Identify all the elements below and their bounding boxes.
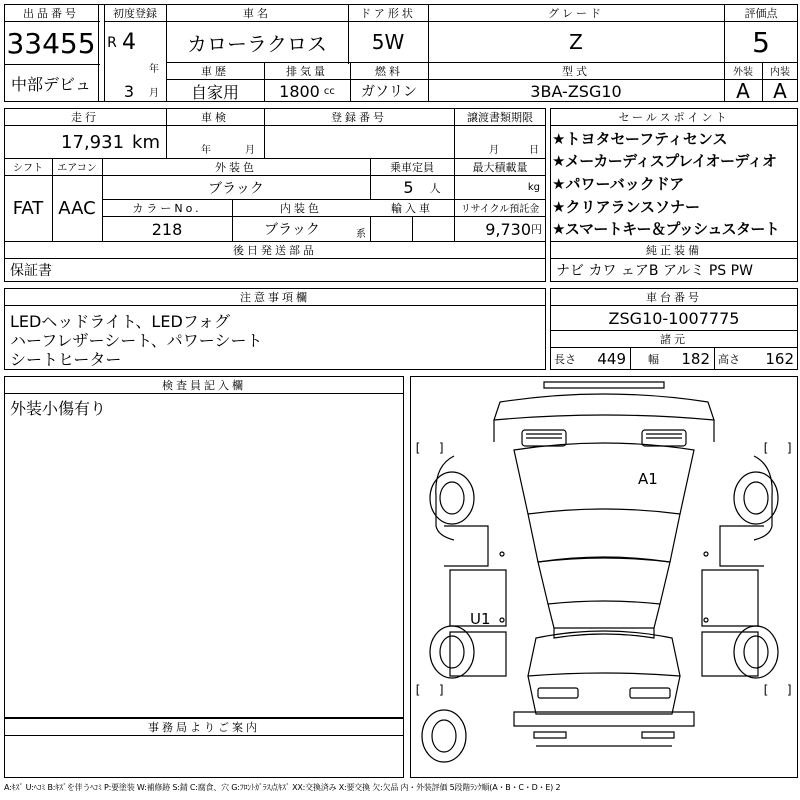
grade-header: グレード xyxy=(548,6,604,20)
import-header: 輸入車 xyxy=(391,201,433,215)
height-label: 高さ xyxy=(718,353,740,366)
note-line-3: シートヒーター xyxy=(10,350,122,369)
recycle-fee-value: 9,730 xyxy=(485,219,531,239)
car-name-header: 車名 xyxy=(243,6,271,20)
interior-color-header: 内装色 xyxy=(280,201,322,215)
history: 自家用 xyxy=(190,82,239,102)
color-number-header: カラーNo. xyxy=(132,201,202,215)
inspector-note: 外装小傷有り xyxy=(10,399,107,418)
displacement xyxy=(264,80,350,102)
recycle-header: リサイクル預託金 xyxy=(460,204,540,215)
svg-text:[: [ xyxy=(414,441,422,455)
person-unit: 人 xyxy=(429,181,441,195)
capacity-header: 乗車定員 xyxy=(390,160,434,174)
equipment-header: 純正装備 xyxy=(646,243,702,257)
car-diagram xyxy=(410,376,798,778)
transfer-day-unit: 日 xyxy=(529,144,539,156)
sales-point-header: セールスポイント xyxy=(618,110,730,124)
displacement-value: 1800 xyxy=(279,81,320,101)
length-label: 長さ xyxy=(554,353,576,366)
yen-unit: 円 xyxy=(531,223,542,236)
history-header: 車歴 xyxy=(201,64,229,78)
mileage xyxy=(4,126,166,158)
height-cell xyxy=(714,348,798,370)
registration-year: 4 xyxy=(122,29,136,55)
cc-unit: cc xyxy=(323,85,335,97)
interior-grade-header: 内装 xyxy=(770,67,790,78)
sales-point-3: ★パワーバックドア xyxy=(552,175,685,193)
exterior-color-header: 外装色 xyxy=(215,160,257,174)
recycle-fee xyxy=(454,217,546,241)
inspector-header: 検査員記入欄 xyxy=(162,378,246,392)
mileage-header: 走行 xyxy=(71,110,99,124)
mileage-value: 17,931 xyxy=(61,131,125,153)
sales-point-5: ★スマートキー＆プッシュスタート xyxy=(552,220,780,238)
exterior-grade-header: 外装 xyxy=(733,67,753,78)
model-code-header: 型式 xyxy=(562,64,590,78)
svg-text:]: ] xyxy=(786,441,794,455)
year-unit: 年 xyxy=(149,63,159,75)
exterior-grade: A xyxy=(736,80,750,102)
interior-grade: A xyxy=(773,80,787,102)
interior-color-suffix: 系 xyxy=(356,228,366,240)
score-header: 評価点 xyxy=(744,6,778,20)
shift: FAT xyxy=(12,198,44,219)
transfer-month-unit: 月 xyxy=(489,144,499,156)
inspection-year-unit: 年 xyxy=(201,144,211,156)
color-number: 218 xyxy=(151,219,183,239)
capacity xyxy=(370,176,454,199)
displacement-header: 排気量 xyxy=(286,64,328,78)
svg-text:[: [ xyxy=(762,683,770,697)
later-parts: 保証書 xyxy=(10,263,52,279)
svg-text:[: [ xyxy=(762,441,770,455)
sales-point-2: ★メーカーディスプレイオーディオ xyxy=(552,152,777,170)
width-label: 幅 xyxy=(648,353,659,366)
damage-mark-a1: A1 xyxy=(638,470,658,488)
note-line-2: ハーフレザーシート、パワーシート xyxy=(10,331,263,350)
car-name: カローラクロス xyxy=(187,31,327,56)
svg-text:[: [ xyxy=(414,683,422,697)
later-parts-header: 後日発送部品 xyxy=(233,243,317,257)
door-type: 5W xyxy=(371,30,405,54)
capacity-value: 5 xyxy=(403,178,414,197)
chassis-header: 車台番号 xyxy=(646,290,702,304)
registration-month: 3 xyxy=(123,81,135,101)
door-type-header: ドア形状 xyxy=(360,6,416,20)
model-code: 3BA-ZSG10 xyxy=(530,81,622,101)
interior-color: ブラック xyxy=(264,222,320,238)
grade: Z xyxy=(569,30,583,54)
height-value: 162 xyxy=(765,350,794,368)
inspector-block xyxy=(4,376,404,718)
office-header: 事務局よりご案内 xyxy=(148,720,260,734)
sales-point-1: ★トヨタセーフティセンス xyxy=(552,130,728,148)
svg-text:]: ] xyxy=(786,683,794,697)
lot-number: 33455 xyxy=(6,26,96,60)
exterior-color: ブラック xyxy=(208,180,264,197)
sales-point-4: ★クリアランスソナー xyxy=(552,198,700,216)
inspection-header: 車検 xyxy=(201,110,229,124)
max-load-header: 最大積載量 xyxy=(472,160,528,174)
era-mark: R xyxy=(107,35,117,51)
width-cell xyxy=(630,348,714,370)
length-cell xyxy=(550,348,630,370)
fuel: ガソリン xyxy=(361,84,417,100)
month-unit: 月 xyxy=(149,87,159,99)
damage-mark-u1: U1 xyxy=(470,610,491,628)
auction-venue: 中部デビュ xyxy=(10,74,91,94)
specs-header: 諸元 xyxy=(660,332,688,346)
chassis-number: ZSG10-1007775 xyxy=(608,308,740,328)
inspection-month-unit: 月 xyxy=(245,144,255,156)
lot-number-header: 出品番号 xyxy=(23,6,79,20)
shift-header: シフト xyxy=(13,163,43,174)
km-unit: km xyxy=(132,131,160,153)
legend: A:ｷｽﾞ U:ﾍｺﾐ B:ｷｽﾞを伴うﾍｺﾐ P:要塗装 W:補修跡 S:錆 C:腐食、穴 G:ﾌﾛﾝﾄｶﾞﾗｽ点ｷｽﾞ XX:交換済み X:要交換 欠:欠品 内・外装評価 5段階ﾗﾝｸ順(A・B・C・D・E) 2 xyxy=(4,783,561,792)
notes-header: 注意事項欄 xyxy=(240,290,310,304)
equipment: ナビ カワ ェアB アルミ PS PW xyxy=(556,263,753,279)
aircon: AAC xyxy=(58,198,96,219)
length-value: 449 xyxy=(597,350,626,368)
transfer-deadline-header: 譲渡書類期限 xyxy=(467,110,533,124)
registration-number-header: 登録番号 xyxy=(331,110,387,124)
note-line-1: LEDヘッドライト、LEDフォグ xyxy=(10,312,230,331)
svg-text:]: ] xyxy=(438,683,446,697)
kg-unit: kg xyxy=(527,182,540,193)
width-value: 182 xyxy=(681,350,710,368)
score: 5 xyxy=(752,25,770,59)
svg-text:]: ] xyxy=(438,441,446,455)
first-registration-header: 初度登録 xyxy=(113,6,157,20)
aircon-header: エアコン xyxy=(57,163,97,174)
fuel-header: 燃料 xyxy=(375,64,403,78)
